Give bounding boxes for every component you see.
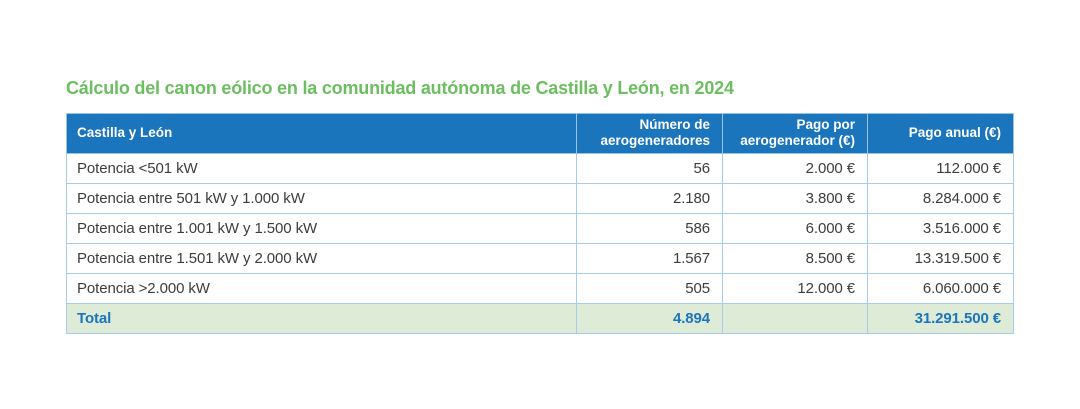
annual-cell: 6.060.000 € [868, 273, 1014, 303]
total-label-cell: Total [67, 303, 577, 333]
row-label-cell: Potencia <501 kW [67, 153, 577, 183]
figure-title: Cálculo del canon eólico en la comunidad autónoma de Castilla y León, en 2024 [66, 78, 734, 98]
canon-table [66, 113, 1014, 334]
turbines-cell: 586 [577, 213, 723, 243]
turbines-cell: 505 [577, 273, 723, 303]
total-annual-cell: 31.291.500 € [868, 303, 1014, 333]
header-region: Castilla y León [67, 114, 577, 154]
total-per-turbine-cell [723, 303, 868, 333]
canon-table-container [66, 113, 1013, 334]
table-row [67, 153, 1014, 183]
turbines-cell: 1.567 [577, 243, 723, 273]
header-annual-payment: Pago anual (€) [868, 114, 1014, 154]
per-turbine-cell: 8.500 € [723, 243, 868, 273]
row-label-cell: Potencia entre 1.501 kW y 2.000 kW [67, 243, 577, 273]
turbines-cell: 56 [577, 153, 723, 183]
per-turbine-cell: 3.800 € [723, 183, 868, 213]
header-num-turbines: Número de aerogeneradores [577, 114, 723, 154]
row-label-cell: Potencia entre 1.001 kW y 1.500 kW [67, 213, 577, 243]
per-turbine-cell: 2.000 € [723, 153, 868, 183]
total-turbines-cell: 4.894 [577, 303, 723, 333]
table-header-row [67, 114, 1014, 154]
annual-cell: 3.516.000 € [868, 213, 1014, 243]
table-row [67, 273, 1014, 303]
annual-cell: 13.319.500 € [868, 243, 1014, 273]
table-row [67, 213, 1014, 243]
table-row [67, 183, 1014, 213]
annual-cell: 8.284.000 € [868, 183, 1014, 213]
per-turbine-cell: 6.000 € [723, 213, 868, 243]
row-label-cell: Potencia entre 501 kW y 1.000 kW [67, 183, 577, 213]
row-label-cell: Potencia >2.000 kW [67, 273, 577, 303]
table-total-row [67, 303, 1014, 333]
header-payment-per-turbine: Pago por aerogenerador (€) [723, 114, 868, 154]
annual-cell: 112.000 € [868, 153, 1014, 183]
turbines-cell: 2.180 [577, 183, 723, 213]
per-turbine-cell: 12.000 € [723, 273, 868, 303]
table-row [67, 243, 1014, 273]
